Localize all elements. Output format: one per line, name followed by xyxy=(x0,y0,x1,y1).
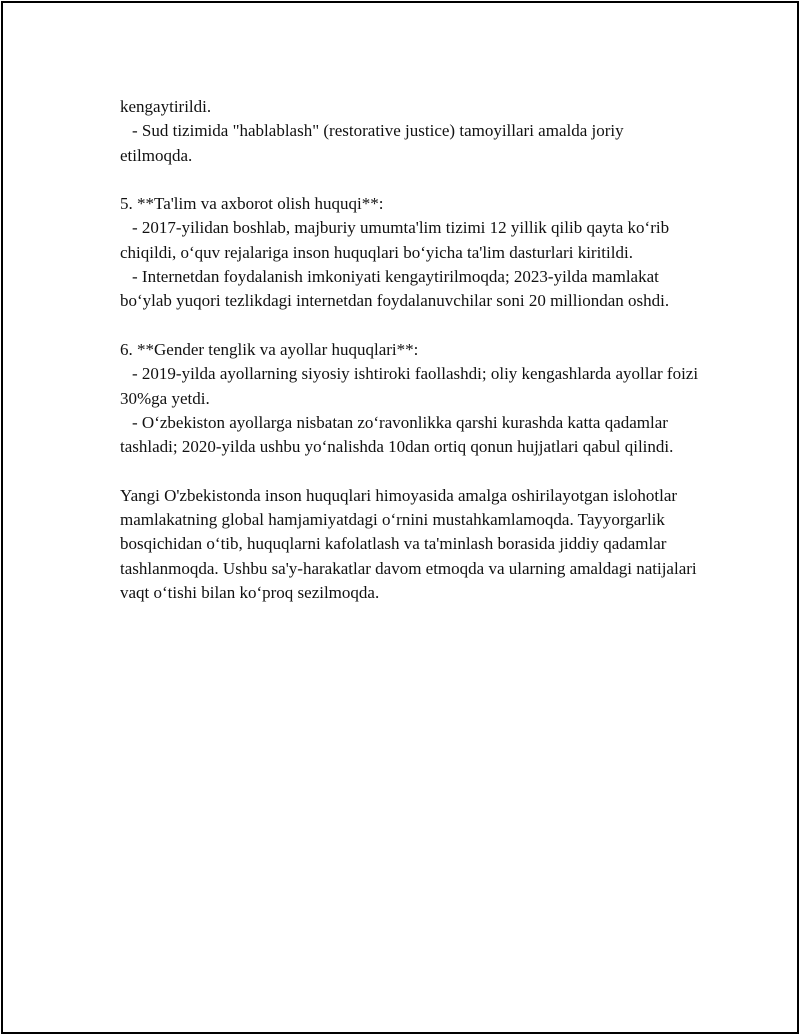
list-item: - 2019-yilda ayollarning siyosiy ishtiroki faollashdi; oliy kengashlarda ayollar foizi 30%ga yetdi. xyxy=(120,364,699,408)
section-heading: 5. **Ta'lim va axborot olish huquqi**: xyxy=(120,194,384,214)
document-page xyxy=(1,1,799,1034)
continuation-text: kengaytirildi. xyxy=(120,97,212,116)
document-body xyxy=(120,95,700,605)
paragraph-gap xyxy=(120,168,700,192)
paragraph-gap xyxy=(120,459,700,483)
list-item: - 2017-yilidan boshlab, majburiy umumta'lim tizimi 12 yillik qilib qayta koʻrib chiqildi, oʻquv rejalariga inson huquqlari boʻyicha ta'lim dasturlari kiritildi. xyxy=(120,218,670,262)
list-item: - Internetdan foydalanish imkoniyati kengaytirilmoqda; 2023-yilda mamlakat boʻylab yuqori tezlikdagi internetdan foydalanuvchilar soni 20 milliondan oshdi. xyxy=(120,267,670,311)
list-item: - Sud tizimida "hablablash" (restorative justice) tamoyillari amalda joriy etilmoqda. xyxy=(120,121,624,165)
list-item: - Oʻzbekiston ayollarga nisbatan zoʻravonlikka qarshi kurashda katta qadamlar tashladi; 2020-yilda ushbu yoʻnalishda 10dan ortiq qonun hujjatlari qabul qilindi. xyxy=(120,412,674,457)
conclusion-paragraph: Yangi O'zbekistonda inson huquqlari himoyasida amalga oshirilayotgan islohotlar mamlakatning global hamjamiyatdagi oʻrnini mustahkamlamoqda. Tayyorgarlik bosqichidan oʻtib, huquqlarni kafolatlash va ta'minlash borasida jiddiy qadamlar tashlanmoqda. Ushbu sa'y-harakatlar davom etmoqda va ularning amaldagi natijalari vaqt oʻtishi bilan koʻproq sezilmoqda. xyxy=(120,485,697,602)
section-heading: 6. **Gender tenglik va ayollar huquqlari**: xyxy=(120,339,419,359)
paragraph-gap xyxy=(120,314,700,338)
